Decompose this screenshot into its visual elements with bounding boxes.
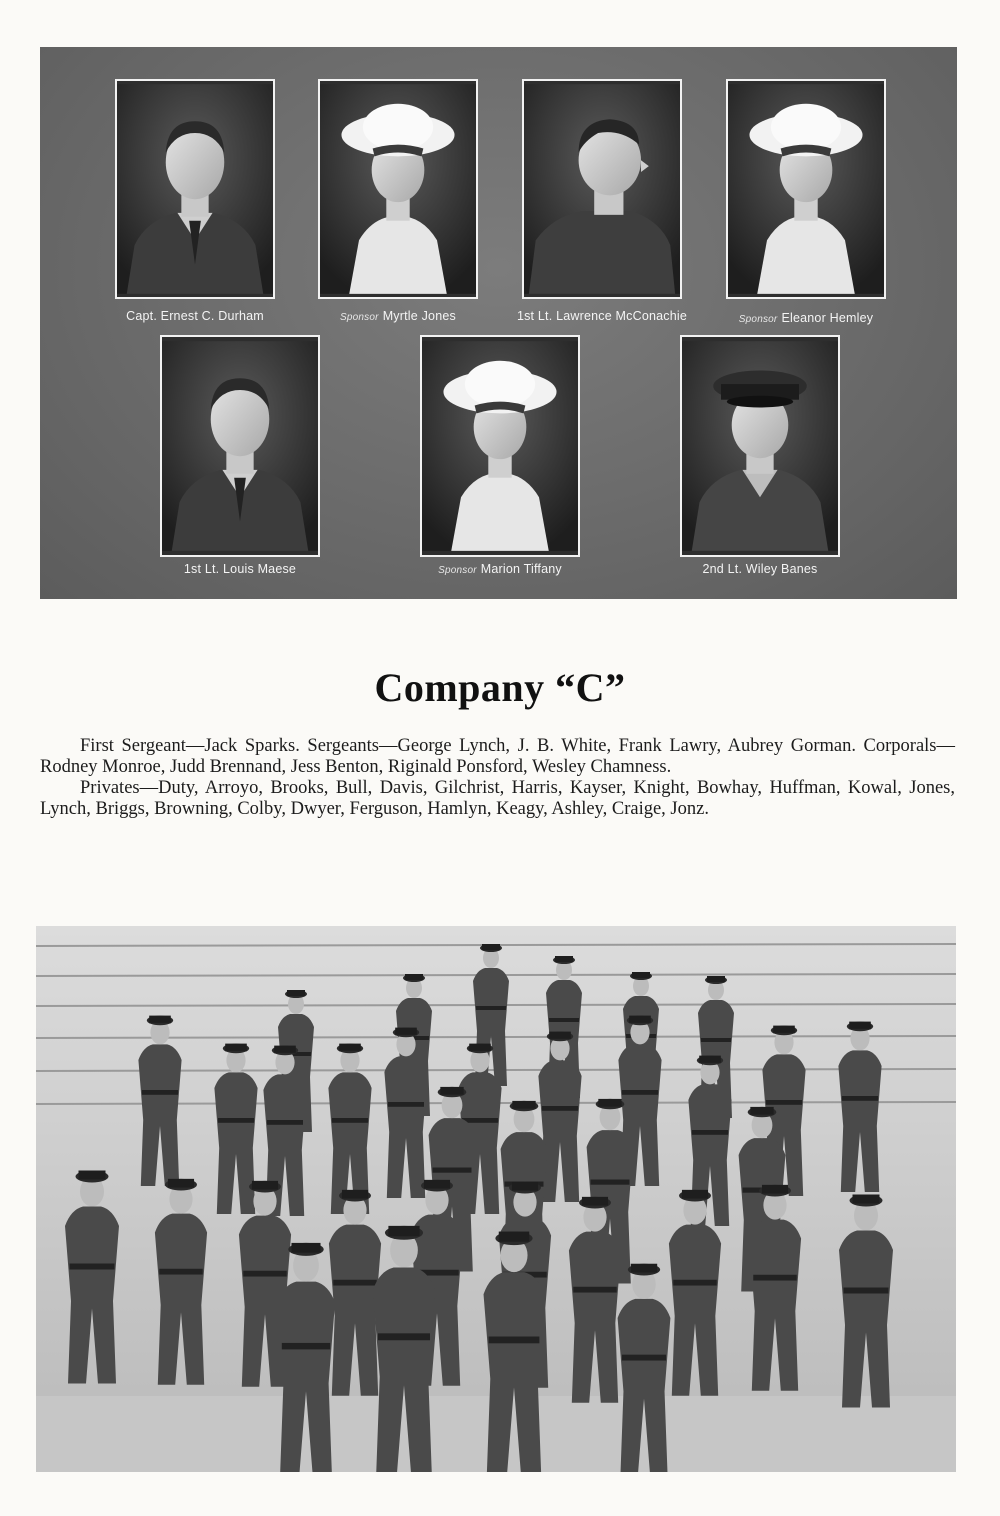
- portrait-caption: [711, 311, 901, 325]
- person-silhouette-icon: [422, 337, 578, 555]
- portrait-photo: [160, 335, 320, 557]
- portrait-caption: [497, 309, 707, 323]
- page-title: Company “C”: [374, 665, 626, 710]
- caption-text: Marion Tiffany: [480, 562, 562, 576]
- person-silhouette-icon: [117, 81, 273, 297]
- caption-text: 2nd Lt. Wiley Banes: [702, 562, 818, 576]
- portrait-photo: [726, 79, 886, 299]
- sponsor-label: Sponsor: [438, 565, 477, 576]
- person-silhouette-icon: [682, 337, 838, 555]
- privates-roster-paragraph: Privates—Duty, Arroyo, Brooks, Bull, Davis, Gilchrist, Harris, Kayser, Knight, Bowhay, Huffman, Kowal, Jones, Lynch, Briggs, Browning, Colby, Dwyer, Ferguson, Hamlyn, Keagy, Ashley, Craige, Jonz.: [40, 778, 955, 819]
- sponsor-label: Sponsor: [340, 312, 379, 323]
- portrait-caption: [303, 309, 493, 323]
- person-silhouette-icon: [162, 337, 318, 555]
- portrait-photo: [318, 79, 478, 299]
- officers-roster-paragraph: First Sergeant—Jack Sparks. Sergeants—George Lynch, J. B. White, Frank Lawry, Aubrey Gorman. Corporals—Rodney Monroe, Judd Brennand, Jess Benton, Riginald Ponsford, Wesley Chamness.: [40, 736, 955, 777]
- caption-text: Capt. Ernest C. Durham: [126, 309, 264, 323]
- uniformed-soldiers-group-icon: [36, 926, 956, 1472]
- person-silhouette-icon: [728, 81, 884, 297]
- portrait-caption: [145, 562, 335, 576]
- caption-text: 1st Lt. Louis Maese: [183, 562, 297, 576]
- portrait-photo: [680, 335, 840, 557]
- portrait-photo: [115, 79, 275, 299]
- company-roster: [40, 736, 955, 820]
- caption-text: Myrtle Jones: [382, 309, 456, 323]
- person-silhouette-icon: [320, 81, 476, 297]
- company-group-photo: [36, 926, 956, 1472]
- caption-text: Eleanor Hemley: [781, 311, 874, 325]
- officers-portrait-panel: [40, 47, 957, 599]
- sponsor-label: Sponsor: [738, 314, 778, 325]
- person-silhouette-icon: [524, 81, 680, 297]
- portrait-caption: [100, 309, 290, 323]
- portrait-caption: [405, 562, 595, 576]
- caption-text: 1st Lt. Lawrence McConachie: [516, 309, 688, 323]
- portrait-photo: [420, 335, 580, 557]
- portrait-caption: [665, 562, 855, 576]
- portrait-photo: [522, 79, 682, 299]
